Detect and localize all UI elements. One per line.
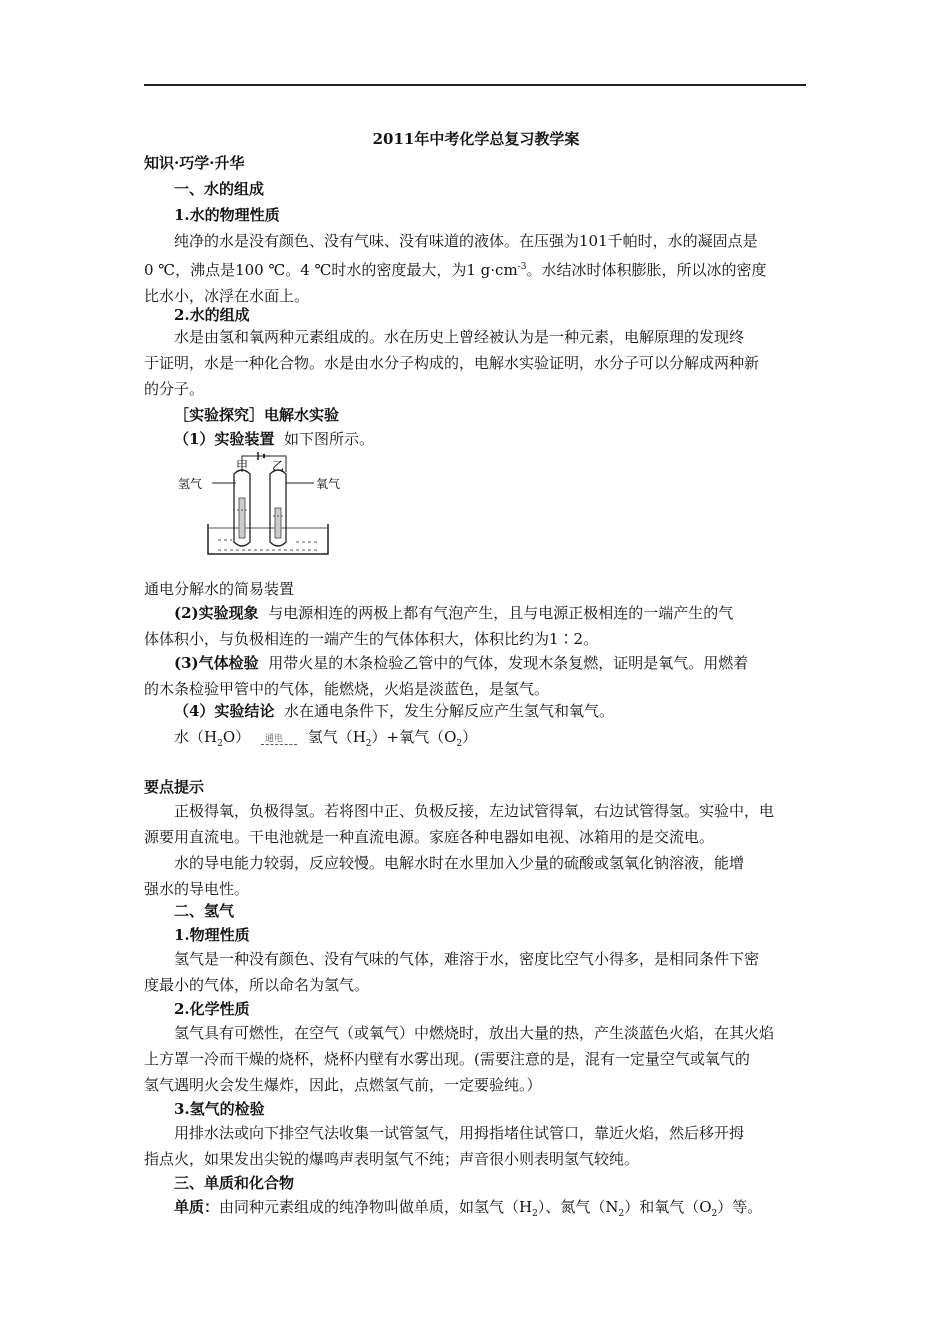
label-oxygen: 氧气 (316, 477, 341, 491)
arrow-line (261, 744, 297, 745)
paragraph-elements: 单质：由同种元素组成的纯净物叫做单质，如氢气$(H_2)$、氮气$(N_2)$和氧气$(O_2)$等。 (174, 1198, 763, 1219)
step-text: 用带火星的木条检验乙管中的气体，发现木条复燃，证明是氧气。用燃着 (268, 654, 749, 672)
text-span: 。水结冰时体积膨胀，所以冰的密度 (526, 261, 767, 279)
step-text: 如下图所示。 (284, 430, 375, 448)
text-line: 强水的导电性。 (144, 880, 250, 898)
step-2 (144, 600, 808, 652)
eq-left-end: O） (222, 728, 251, 746)
subheading-test: 3.氢气的检验 (174, 1100, 265, 1118)
tips-paragraph (144, 798, 808, 902)
eq-left: 水（H (174, 728, 218, 746)
paragraph-hydrogen-test (144, 1120, 808, 1172)
text-line: 体体积小，与负极相连的一端产生的气体体积大，体积比约为1∶2。 (144, 630, 599, 648)
step-label: (2)实验现象 (174, 604, 259, 622)
experiment-heading: ［实验探究］电解水实验 (174, 406, 340, 424)
figure-caption: 通电分解水的简易装置 (144, 580, 295, 598)
step-label: (3)气体检验 (174, 654, 259, 672)
subheading-composition: 2.水的组成 (174, 306, 250, 324)
text-line: 的木条检验甲管中的气体，能燃烧，火焰是淡蓝色，是氢气。 (144, 680, 550, 698)
step-label: （1）实验装置 (174, 430, 275, 448)
text-line: 源要用直流电。干电池就是一种直流电源。家庭各种电器如电视、冰箱用的是交流电。 (144, 828, 715, 846)
heading-elements-compounds: 三、单质和化合物 (174, 1174, 295, 1192)
reaction-condition: 通电 (264, 734, 283, 744)
text-line (144, 254, 808, 283)
superscript: -3 (517, 262, 527, 272)
text-span: ）、氮气（N (537, 1198, 619, 1216)
step-label: （4）实验结论 (174, 702, 275, 720)
text-span: ）和氧气（O (624, 1198, 712, 1216)
paragraph-hydrogen-physical (144, 946, 808, 998)
text-line: 指点火，如果发出尖锐的爆鸣声表明氢气不纯；声音很小则表明氢气较纯。 (144, 1150, 640, 1168)
subheading-chemical: 2.化学性质 (174, 1000, 250, 1018)
text-line: 氢气遇明火会发生爆炸，因此，点燃氢气前，一定要验纯。） (144, 1076, 542, 1094)
text-line: 水的导电能力较弱，反应较慢。电解水时在水里加入少量的硫酸或氢氧化钠溶液，能增 (174, 854, 745, 872)
text-line: 正极得氧，负极得氢。若将图中正、负极反接，左边试管得氧，右边试管得氢。实验中，电 (174, 802, 775, 820)
reaction-equation: 水$(H_2O)$ 通电 氢气$(H_2)+$氧气$(O_2)$ (144, 724, 838, 757)
paragraph-water-composition (144, 324, 808, 402)
text-line: 于证明，水是一种化合物。水是由水分子构成的，电解水实验证明，水分子可以分解成两种新 (144, 354, 760, 372)
term-label: 单质： (174, 1198, 220, 1216)
heading-hydrogen: 二、氢气 (174, 902, 235, 920)
text-span: 由同种元素组成的纯净物叫做单质，如氢气（H (219, 1198, 533, 1216)
step-1 (144, 426, 838, 452)
label-hydrogen: 氢气 (178, 477, 203, 491)
text-line: 水是由氢和氧两种元素组成的。水在历史上曾经被认为是一种元素，电解原理的发现终 (174, 328, 745, 346)
step-text: 水在通电条件下，发生分解反应产生氢气和氧气。 (284, 702, 615, 720)
step-4 (144, 698, 838, 724)
text-line: 上方罩一冷而干燥的烧杯，烧杯内壁有水雾出现。(需要注意的是，混有一定量空气或氧气的 (144, 1050, 750, 1068)
eq-right: 氢气（H (307, 728, 366, 746)
step-3 (144, 650, 808, 702)
paragraph-hydrogen-chemical (144, 1020, 808, 1098)
text-line: 的分子。 (144, 380, 205, 398)
text-line: 氢气是一种没有颜色、没有气味的气体，难溶于水，密度比空气小得多，是相同条件下密 (174, 950, 760, 968)
label-jia: 甲 (236, 459, 249, 473)
section-heading: 知识·巧学·升华 (144, 154, 245, 172)
text-line: 纯净的水是没有颜色、没有气味、没有味道的液体。在压强为101千帕时，水的凝固点是 (174, 232, 758, 250)
text-span: ）等。 (717, 1198, 763, 1216)
step-text: 与电源相连的两极上都有气泡产生，且与电源正极相连的一端产生的气 (268, 604, 734, 622)
electrolysis-diagram (178, 450, 350, 562)
subheading-physical-properties: 1.水的物理性质 (174, 206, 280, 224)
document-title: 2011年中考化学总复习教学案 (372, 130, 580, 148)
text-line: 比水小，冰浮在水面上。 (144, 287, 310, 305)
label-yi: 乙 (272, 459, 285, 473)
heading-water-composition: 一、水的组成 (174, 180, 265, 198)
subheading-physical: 1.物理性质 (174, 926, 250, 944)
eq-right-mid: ）+氧气（O (371, 728, 457, 746)
reaction-arrow (261, 728, 297, 748)
header-rule (144, 84, 806, 86)
text-span: 0 ℃，沸点是100 ℃。4 ℃时水的密度最大，为1 g·cm (144, 261, 518, 279)
text-line: 度最小的气体，所以命名为氢气。 (144, 976, 370, 994)
text-line: 氢气具有可燃性，在空气（或氧气）中燃烧时，放出大量的热，产生淡蓝色火焰，在其火焰 (174, 1024, 775, 1042)
paragraph-water-physical (144, 228, 808, 309)
text-line: 用排水法或向下排空气法收集一试管氢气，用拇指堵住试管口，靠近火焰，然后移开拇 (174, 1124, 745, 1142)
tips-heading: 要点提示 (144, 778, 205, 796)
eq-right-end: ） (462, 728, 478, 746)
